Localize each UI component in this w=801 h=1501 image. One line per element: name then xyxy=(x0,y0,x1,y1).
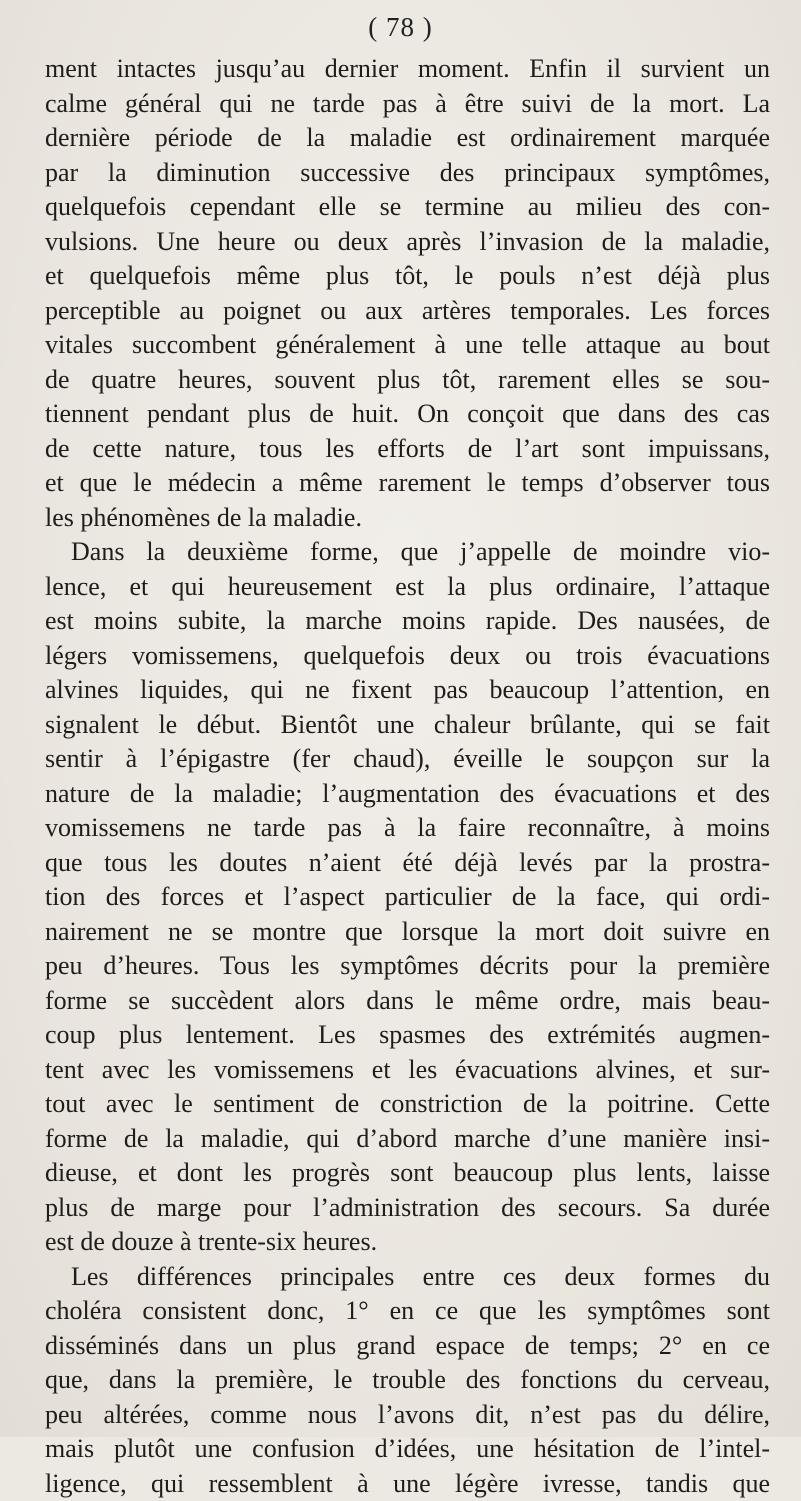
text-line: nature de la maladie; l’augmentation des évacuations et des xyxy=(45,777,770,812)
text-line: vomissemens ne tarde pas à la faire reconnaître, à moins xyxy=(45,811,770,846)
text-line: tent avec les vomissemens et les évacuations alvines, et sur- xyxy=(45,1053,770,1088)
text-line: les phénomènes de la maladie. xyxy=(45,501,770,536)
text-line: par la diminution successive des principaux symptômes, xyxy=(45,156,770,191)
text-line: et quelquefois même plus tôt, le pouls n’est déjà plus xyxy=(45,259,770,294)
text-line: peu d’heures. Tous les symptômes décrits pour la première xyxy=(45,949,770,984)
text-line: tout avec le sentiment de constriction de la poitrine. Cette xyxy=(45,1087,770,1122)
text-line: de quatre heures, souvent plus tôt, rarement elles se sou- xyxy=(45,363,770,398)
text-line: calme général qui ne tarde pas à être suivi de la mort. La xyxy=(45,87,770,122)
text-line: tion des forces et l’aspect particulier de la face, qui ordi- xyxy=(45,880,770,915)
text-line: tiennent pendant plus de huit. On conçoit que dans des cas xyxy=(45,397,770,432)
text-line: ligence, qui ressemblent à une légère ivresse, tandis que xyxy=(45,1467,770,1501)
body-text xyxy=(45,52,770,1501)
text-line: Les différences principales entre ces deux formes du xyxy=(45,1260,770,1295)
text-line: vulsions. Une heure ou deux après l’invasion de la maladie, xyxy=(45,225,770,260)
text-line: et que le médecin a même rarement le temps d’observer tous xyxy=(45,466,770,501)
text-line: de cette nature, tous les efforts de l’art sont impuissans, xyxy=(45,432,770,467)
text-line: vitales succombent généralement à une telle attaque au bout xyxy=(45,328,770,363)
text-line: coup plus lentement. Les spasmes des extrémités augmen- xyxy=(45,1018,770,1053)
text-line: mais plutôt une confusion d’idées, une hésitation de l’intel- xyxy=(45,1432,770,1467)
text-line: dieuse, et dont les progrès sont beaucoup plus lents, laisse xyxy=(45,1156,770,1191)
text-line: choléra consistent donc, 1° en ce que les symptômes sont xyxy=(45,1294,770,1329)
text-line: disséminés dans un plus grand espace de temps; 2° en ce xyxy=(45,1329,770,1364)
text-line: que, dans la première, le trouble des fonctions du cerveau, xyxy=(45,1363,770,1398)
text-line: signalent le début. Bientôt une chaleur brûlante, qui se fait xyxy=(45,708,770,743)
text-line: perceptible au poignet ou aux artères temporales. Les forces xyxy=(45,294,770,329)
text-line: est de douze à trente-six heures. xyxy=(45,1225,770,1260)
text-line: ment intactes jusqu’au dernier moment. Enfin il survient un xyxy=(45,52,770,87)
text-line: nairement ne se montre que lorsque la mort doit suivre en xyxy=(45,915,770,950)
text-line: alvines liquides, qui ne fixent pas beaucoup l’attention, en xyxy=(45,673,770,708)
text-line: que tous les doutes n’aient été déjà levés par la prostra- xyxy=(45,846,770,881)
text-line: forme se succèdent alors dans le même ordre, mais beau- xyxy=(45,984,770,1019)
text-line: sentir à l’épigastre (fer chaud), éveille le soupçon sur la xyxy=(45,742,770,777)
page-number: ( 78 ) xyxy=(0,12,801,43)
text-line: légers vomissemens, quelquefois deux ou trois évacuations xyxy=(45,639,770,674)
text-line: Dans la deuxième forme, que j’appelle de moindre vio- xyxy=(45,535,770,570)
text-line: forme de la maladie, qui d’abord marche d’une manière insi- xyxy=(45,1122,770,1157)
text-line: dernière période de la maladie est ordinairement marquée xyxy=(45,121,770,156)
text-line: est moins subite, la marche moins rapide. Des nausées, de xyxy=(45,604,770,639)
text-line: peu altérées, comme nous l’avons dit, n’est pas du délire, xyxy=(45,1398,770,1433)
text-line: lence, et qui heureusement est la plus ordinaire, l’attaque xyxy=(45,570,770,605)
text-line: plus de marge pour l’administration des secours. Sa durée xyxy=(45,1191,770,1226)
text-line: quelquefois cependant elle se termine au milieu des con- xyxy=(45,190,770,225)
